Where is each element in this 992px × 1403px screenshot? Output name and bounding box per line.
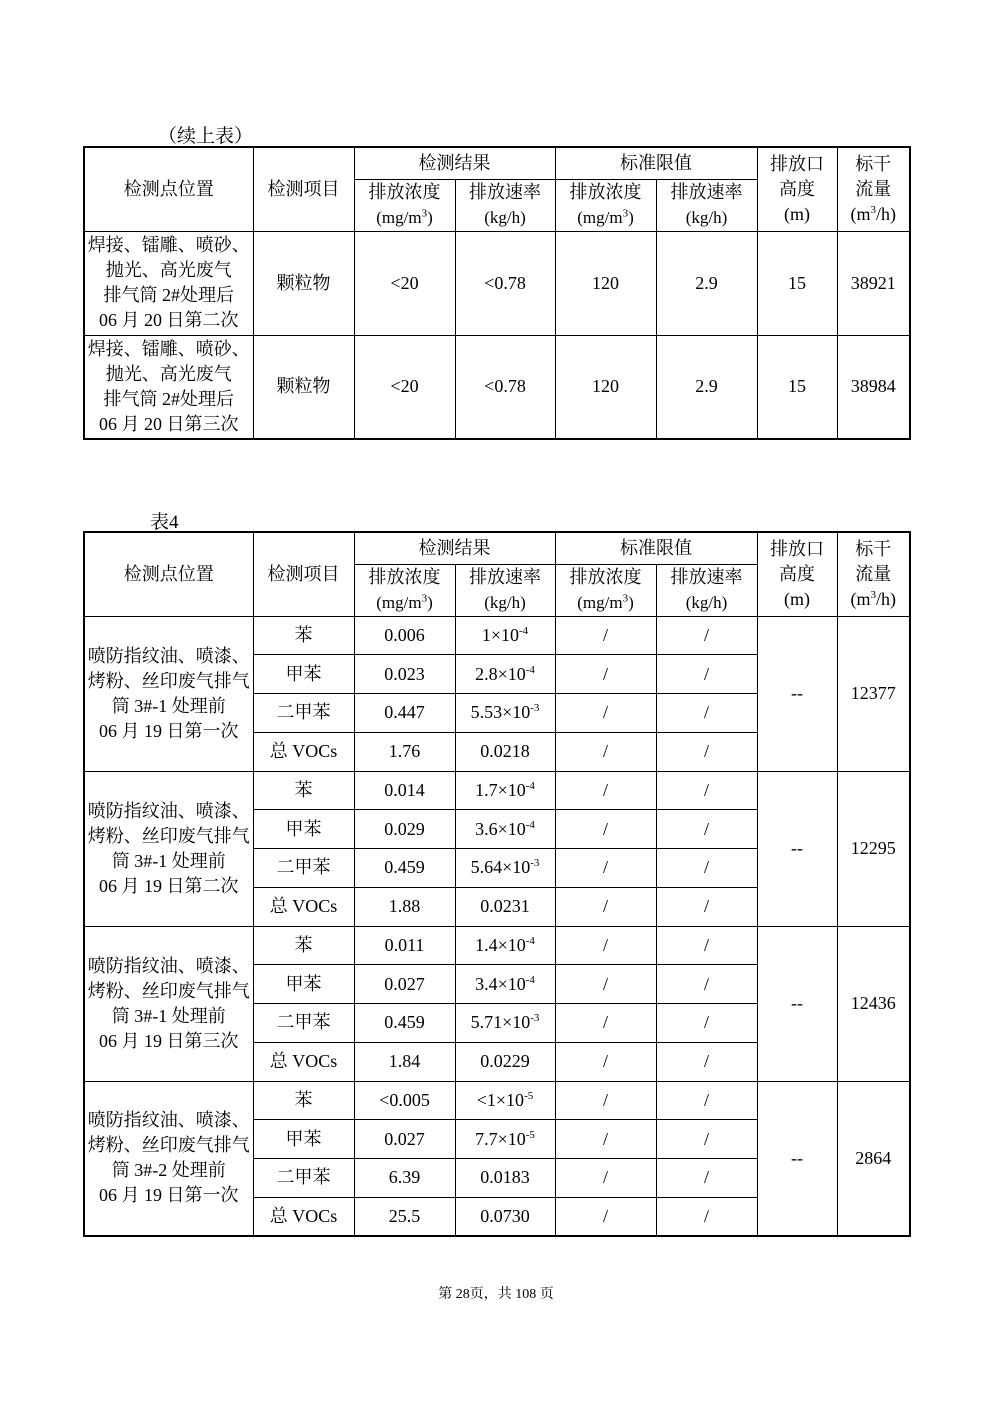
rate-base: 1×10: [481, 624, 519, 645]
header-flow-unit: [838, 202, 910, 227]
rate-exponent: -3: [530, 702, 540, 715]
row-height: --: [757, 771, 837, 926]
header-flow-unit: [838, 587, 910, 612]
conc-unit: [355, 205, 455, 230]
table-continued-caption: （续上表）: [158, 126, 254, 147]
row-limit-rate: /: [656, 1120, 757, 1159]
limit-rate-label: 排放速率: [670, 567, 743, 587]
row-rate: <0.78: [455, 231, 555, 335]
rate-exponent: -4: [525, 779, 535, 792]
header-conc: [354, 564, 455, 616]
loc-line: 筒 3#-1 处理前: [111, 695, 226, 716]
page-footer: 第 28页，共 108 页: [438, 1287, 554, 1302]
header-height-line3: (m): [784, 588, 810, 609]
row-conc: 0.006: [354, 616, 455, 655]
conc-unit-post: ): [427, 593, 433, 612]
limit-conc-unit-pre: (mg/m: [577, 208, 623, 227]
row-location: [84, 771, 253, 926]
flow-unit-pre: (m: [850, 203, 871, 224]
rate-base: 1.7×10: [475, 779, 526, 800]
rate-unit: (kg/h): [484, 593, 526, 612]
conc-unit-pre: (mg/m: [376, 593, 422, 612]
row-conc: 0.027: [354, 1120, 455, 1159]
loc-line: 筒 3#-1 处理前: [111, 1005, 226, 1026]
header-result-group: 检测结果: [354, 532, 555, 564]
row-item: 苯: [253, 771, 354, 810]
row-rate: [455, 1004, 555, 1043]
row-limit-conc: /: [555, 1120, 656, 1159]
header-limit-rate: [656, 564, 757, 616]
row-location: [84, 926, 253, 1081]
row-limit-rate: /: [656, 926, 757, 965]
row-height: 15: [757, 231, 837, 335]
header-location: 检测点位置: [84, 532, 253, 616]
limit-conc-unit-post: ): [628, 208, 634, 227]
row-conc: <20: [354, 231, 455, 335]
loc-line: 喷防指纹油、喷漆、: [87, 645, 250, 666]
table-row: [84, 926, 910, 965]
limit-conc-unit: [556, 205, 656, 230]
loc-line: 排气筒 2#处理后: [103, 285, 234, 305]
header-limit-group: 标准限值: [555, 532, 757, 564]
table-row: [84, 231, 910, 335]
row-rate: [455, 965, 555, 1004]
row-conc: 1.84: [354, 1042, 455, 1081]
limit-conc-label: 排放浓度: [569, 182, 642, 202]
row-limit-rate: /: [656, 1159, 757, 1198]
header-height-line2: 高度: [779, 563, 815, 584]
header-flow-line2: 流量: [855, 563, 892, 584]
header-flow: [837, 147, 910, 231]
row-conc: 1.88: [354, 887, 455, 926]
row-rate: [455, 732, 555, 771]
row-item: 甲苯: [253, 965, 354, 1004]
header-flow: [837, 532, 910, 616]
loc-line: 06 月 19 日第三次: [99, 1030, 239, 1051]
rate-unit: (kg/h): [484, 208, 526, 227]
row-limit-conc: /: [555, 771, 656, 810]
row-height: --: [757, 926, 837, 1081]
row-limit-rate: 2.9: [656, 231, 757, 335]
row-height: --: [757, 616, 837, 771]
row-item: 苯: [253, 1081, 354, 1120]
header-height: [757, 147, 837, 231]
loc-line: 烤粉、丝印废气排气: [87, 825, 250, 846]
header-item: 检测项目: [253, 532, 354, 616]
row-rate: [455, 810, 555, 849]
row-limit-rate: 2.9: [656, 335, 757, 439]
header-height-line1: 排放口: [770, 538, 824, 559]
limit-conc-unit: [556, 590, 656, 615]
row-location: [84, 1081, 253, 1236]
row-rate: <0.78: [455, 335, 555, 439]
table-4-body: [84, 616, 910, 1236]
conc-unit-sup: 3: [421, 207, 428, 220]
rate-exponent: -5: [525, 1128, 535, 1141]
row-item: 甲苯: [253, 1120, 354, 1159]
row-item: 总 VOCs: [253, 887, 354, 926]
header-limit-conc: [555, 179, 656, 231]
header-flow-line1: 标干: [855, 538, 892, 559]
limit-conc-unit-sup: 3: [622, 207, 629, 220]
header-limit-group: 标准限值: [555, 147, 757, 179]
row-item: 甲苯: [253, 810, 354, 849]
loc-line: 焊接、镭雕、喷砂、: [87, 338, 250, 359]
header-height-line1: 排放口: [770, 153, 824, 174]
row-limit-rate: /: [656, 771, 757, 810]
table-4-caption: 表4: [150, 512, 179, 533]
loc-line: 06 月 20 日第三次: [99, 413, 239, 434]
loc-line: 喷防指纹油、喷漆、: [87, 800, 250, 821]
row-item: 二甲苯: [253, 694, 354, 733]
loc-line: 焊接、镭雕、喷砂、: [87, 235, 250, 255]
row-limit-conc: /: [555, 732, 656, 771]
row-limit-rate: /: [656, 1004, 757, 1043]
row-location: [84, 616, 253, 771]
limit-conc-label: 排放浓度: [569, 567, 642, 587]
row-limit-conc: /: [555, 810, 656, 849]
row-item: 总 VOCs: [253, 732, 354, 771]
rate-base: 5.64×10: [470, 857, 531, 878]
row-rate: [455, 1042, 555, 1081]
row-rate: [455, 655, 555, 694]
header-rate: [455, 179, 555, 231]
rate-exponent: -3: [530, 857, 540, 870]
rate-exponent: -4: [525, 934, 535, 947]
rate-label: 排放速率: [469, 182, 541, 202]
row-limit-conc: /: [555, 926, 656, 965]
row-limit-rate: /: [656, 849, 757, 888]
loc-line: 喷防指纹油、喷漆、: [87, 955, 250, 976]
row-flow: 38921: [837, 231, 910, 335]
row-height: --: [757, 1081, 837, 1236]
row-item: 颗粒物: [253, 231, 354, 335]
conc-label: 排放浓度: [368, 182, 441, 202]
row-limit-rate: /: [656, 965, 757, 1004]
row-item: 苯: [253, 616, 354, 655]
row-limit-conc: /: [555, 1004, 656, 1043]
rate-exponent: -4: [525, 818, 535, 831]
row-conc: 0.459: [354, 1004, 455, 1043]
rate-exponent: -4: [525, 663, 535, 676]
row-item: 二甲苯: [253, 1004, 354, 1043]
table-row: [84, 771, 910, 810]
loc-line: 抛光、高光废气: [105, 363, 232, 384]
emission-table-continued: [83, 146, 911, 440]
table-row: [84, 616, 910, 655]
flow-unit-pre: (m: [850, 588, 871, 609]
row-limit-rate: /: [656, 1042, 757, 1081]
rate-base: 3.4×10: [475, 973, 526, 994]
row-conc: 6.39: [354, 1159, 455, 1198]
row-rate: [455, 1081, 555, 1120]
header-rate: [455, 564, 555, 616]
flow-unit-post: /h): [876, 588, 896, 609]
conc-unit-pre: (mg/m: [376, 208, 422, 227]
rate-base: 1.4×10: [475, 934, 526, 955]
row-limit-rate: /: [656, 887, 757, 926]
row-rate: [455, 616, 555, 655]
limit-rate-unit: (kg/h): [685, 208, 728, 227]
row-conc: 0.447: [354, 694, 455, 733]
rate-base: 0.0730: [480, 1205, 530, 1226]
rate-exponent: -3: [530, 1012, 540, 1025]
header-flow-line2: 流量: [855, 178, 892, 199]
row-rate: [455, 1120, 555, 1159]
row-rate: [455, 849, 555, 888]
row-conc: 0.459: [354, 849, 455, 888]
header-limit-rate: [656, 179, 757, 231]
row-item: 总 VOCs: [253, 1197, 354, 1236]
row-conc: 0.011: [354, 926, 455, 965]
table-row: [84, 335, 910, 439]
conc-label: 排放浓度: [368, 567, 441, 587]
row-limit-rate: /: [656, 810, 757, 849]
row-location: [84, 335, 253, 439]
row-conc: 0.023: [354, 655, 455, 694]
row-rate: [455, 771, 555, 810]
table-row: [84, 1081, 910, 1120]
row-rate: [455, 694, 555, 733]
row-limit-conc: /: [555, 887, 656, 926]
rate-base: 5.71×10: [470, 1012, 531, 1033]
rate-base: 3.6×10: [475, 818, 526, 839]
flow-unit-sup: 3: [870, 203, 876, 216]
row-conc: 1.76: [354, 732, 455, 771]
loc-line: 喷防指纹油、喷漆、: [87, 1110, 250, 1131]
row-item: 二甲苯: [253, 1159, 354, 1198]
header-height-line2: 高度: [779, 178, 815, 199]
rate-base: 0.0231: [480, 896, 530, 917]
row-limit-rate: /: [656, 1081, 757, 1120]
row-limit-conc: /: [555, 1159, 656, 1198]
row-limit-rate: /: [656, 616, 757, 655]
row-limit-conc: /: [555, 1197, 656, 1236]
row-item: 苯: [253, 926, 354, 965]
row-limit-conc: /: [555, 1042, 656, 1081]
rate-base: 0.0229: [480, 1051, 530, 1072]
loc-line: 抛光、高光废气: [105, 260, 232, 280]
row-conc: 0.014: [354, 771, 455, 810]
row-rate: [455, 926, 555, 965]
row-limit-conc: /: [555, 655, 656, 694]
row-rate: [455, 1197, 555, 1236]
rate-base: 2.8×10: [475, 663, 526, 684]
limit-rate-unit: (kg/h): [685, 593, 728, 612]
loc-line: 06 月 19 日第一次: [99, 1185, 239, 1206]
emission-table-4: [83, 531, 911, 1237]
rate-exponent: -5: [524, 1089, 534, 1102]
row-conc: 0.027: [354, 965, 455, 1004]
limit-conc-unit-post: ): [628, 593, 634, 612]
header-result-group: 检测结果: [354, 147, 555, 179]
row-conc: <20: [354, 335, 455, 439]
loc-line: 烤粉、丝印废气排气: [87, 670, 250, 691]
rate-base: 7.7×10: [475, 1128, 526, 1149]
rate-label: 排放速率: [469, 567, 541, 587]
row-limit-conc: 120: [555, 335, 656, 439]
loc-line: 06 月 20 日第二次: [99, 310, 239, 330]
loc-line: 筒 3#-2 处理前: [111, 1160, 226, 1181]
row-height: 15: [757, 335, 837, 439]
row-limit-conc: 120: [555, 231, 656, 335]
flow-unit-sup: 3: [870, 588, 876, 601]
loc-line: 排气筒 2#处理后: [103, 388, 234, 409]
row-limit-conc: /: [555, 965, 656, 1004]
row-conc: 25.5: [354, 1197, 455, 1236]
row-item: 甲苯: [253, 655, 354, 694]
header-conc: [354, 179, 455, 231]
row-flow: 12436: [837, 926, 910, 1081]
row-flow: 12377: [837, 616, 910, 771]
row-conc: <0.005: [354, 1081, 455, 1120]
loc-line: 筒 3#-1 处理前: [111, 850, 226, 871]
row-location: [84, 231, 253, 335]
conc-unit-post: ): [427, 208, 433, 227]
loc-line: 烤粉、丝印废气排气: [87, 980, 250, 1001]
row-limit-rate: /: [656, 732, 757, 771]
row-item: 总 VOCs: [253, 1042, 354, 1081]
rate-base: 5.53×10: [470, 702, 531, 723]
header-location: 检测点位置: [84, 147, 253, 231]
row-limit-rate: /: [656, 1197, 757, 1236]
row-flow: 2864: [837, 1081, 910, 1236]
row-item: 颗粒物: [253, 335, 354, 439]
row-flow: 12295: [837, 771, 910, 926]
conc-unit: [355, 590, 455, 615]
rate-base: <1×10: [476, 1089, 525, 1110]
row-flow: 38984: [837, 335, 910, 439]
row-rate: [455, 887, 555, 926]
row-limit-conc: /: [555, 1081, 656, 1120]
row-item: 二甲苯: [253, 849, 354, 888]
row-limit-conc: /: [555, 849, 656, 888]
conc-unit-sup: 3: [421, 592, 428, 605]
header-height: [757, 532, 837, 616]
limit-rate-label: 排放速率: [670, 182, 743, 202]
rate-base: 0.0218: [480, 741, 530, 762]
header-item: 检测项目: [253, 147, 354, 231]
header-flow-line1: 标干: [855, 153, 892, 174]
row-rate: [455, 1159, 555, 1198]
loc-line: 06 月 19 日第一次: [99, 720, 239, 741]
header-limit-conc: [555, 564, 656, 616]
row-conc: 0.029: [354, 810, 455, 849]
rate-exponent: -4: [525, 973, 535, 986]
row-limit-conc: /: [555, 616, 656, 655]
rate-exponent: -4: [518, 624, 529, 637]
row-limit-conc: /: [555, 694, 656, 733]
loc-line: 烤粉、丝印废气排气: [87, 1135, 250, 1156]
row-limit-rate: /: [656, 655, 757, 694]
loc-line: 06 月 19 日第二次: [99, 875, 239, 896]
header-height-line3: (m): [784, 203, 810, 224]
limit-conc-unit-sup: 3: [622, 592, 629, 605]
limit-conc-unit-pre: (mg/m: [577, 593, 623, 612]
row-limit-rate: /: [656, 694, 757, 733]
rate-base: 0.0183: [480, 1167, 530, 1188]
flow-unit-post: /h): [876, 203, 896, 224]
